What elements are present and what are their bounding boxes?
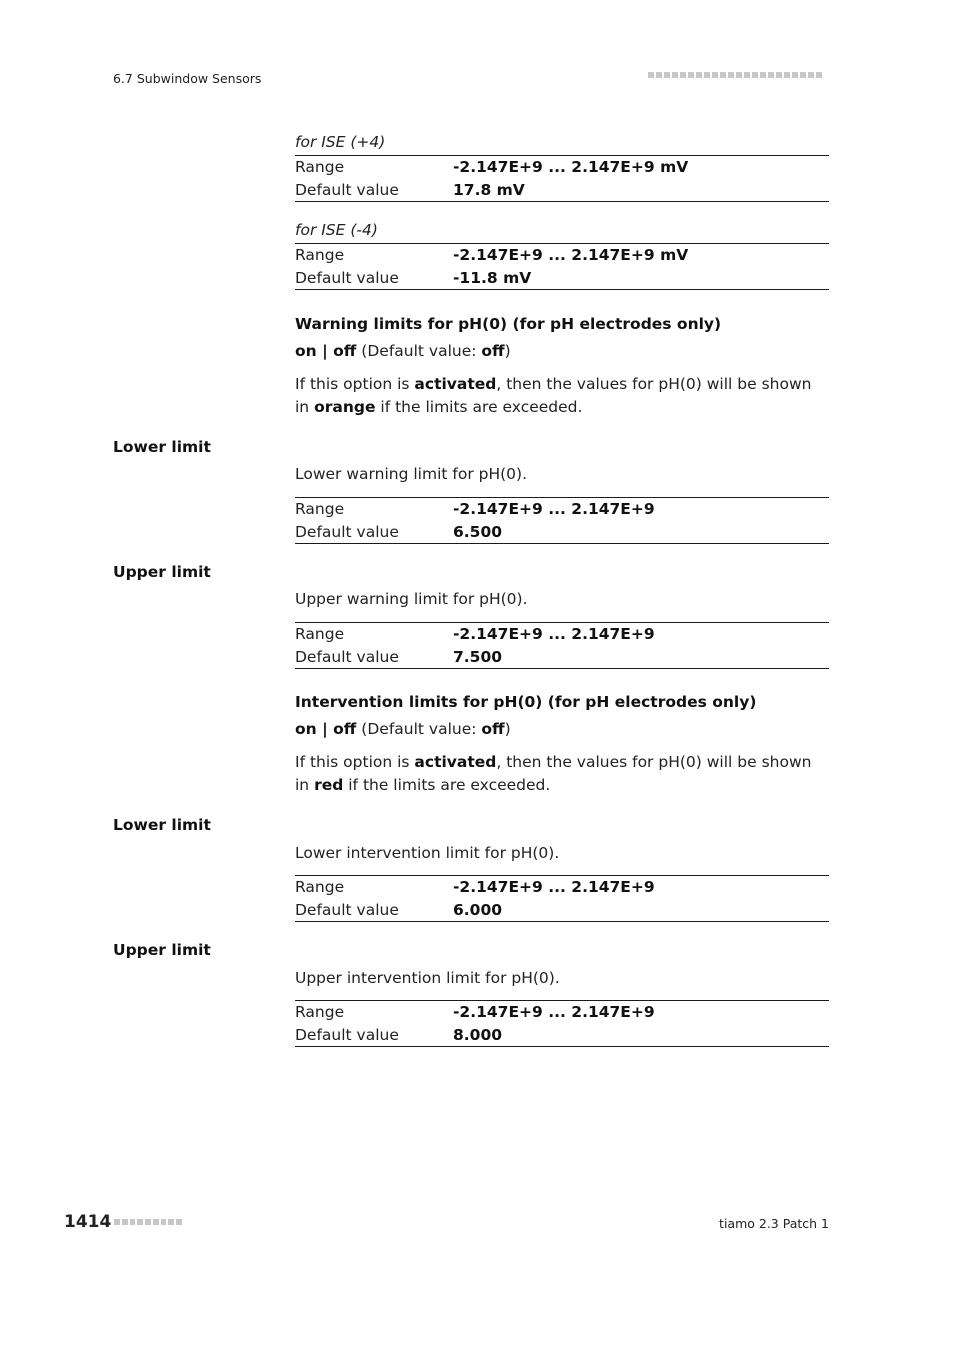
warning-description — [295, 373, 829, 418]
default-value: -11.8 mV — [453, 268, 532, 287]
table-row — [295, 179, 829, 202]
range-label: Range — [295, 625, 345, 644]
ise-minus4-caption: for ISE (-4) — [295, 221, 378, 239]
intervention-lower-limit-desc: Lower intervention limit for pH(0). — [295, 844, 560, 862]
table-row — [295, 244, 829, 267]
warning-lower-limit-label: Lower limit — [113, 438, 211, 456]
default-value: 8.000 — [453, 1025, 503, 1044]
default-label: Default value — [295, 522, 399, 541]
table-row — [295, 156, 829, 179]
para-bold: activated — [414, 375, 497, 393]
range-label: Range — [295, 500, 345, 519]
footer-decoration-dots — [114, 1219, 182, 1229]
range-value: -2.147E+9 ... 2.147E+9 mV — [453, 158, 689, 177]
range-label: Range — [295, 878, 345, 897]
warning-lower-limit-desc: Lower warning limit for pH(0). — [295, 465, 527, 483]
para-text: , then the values for pH(0) will be shown in — [295, 375, 812, 416]
para-bold: red — [314, 775, 344, 794]
table-row — [295, 623, 829, 646]
default-prefix: (Default value: — [356, 342, 482, 360]
option-off: off — [333, 342, 357, 360]
table-row — [295, 1024, 829, 1047]
option-on: on — [295, 720, 317, 738]
default-value: 7.500 — [453, 647, 503, 666]
para-bold: orange — [314, 397, 376, 416]
intervention-upper-limit-label: Upper limit — [113, 941, 211, 959]
intervention-lower-table — [295, 875, 829, 922]
table-row — [295, 267, 829, 290]
default-label: Default value — [295, 647, 399, 666]
ise-plus4-table — [295, 155, 829, 202]
default-label: Default value — [295, 900, 399, 919]
table-row — [295, 1001, 829, 1024]
range-label: Range — [295, 246, 345, 265]
intervention-limits-heading: Intervention limits for pH(0) (for pH electrodes only) — [295, 693, 757, 711]
option-separator: | — [316, 342, 334, 360]
footer-product: tiamo 2.3 Patch 1 — [719, 1216, 829, 1231]
default-value: 17.8 mV — [453, 180, 525, 199]
range-value: -2.147E+9 ... 2.147E+9 — [453, 878, 655, 897]
intervention-upper-limit-desc: Upper intervention limit for pH(0). — [295, 969, 560, 987]
intervention-onoff-line — [295, 720, 511, 738]
default-close: ) — [504, 720, 511, 738]
para-text: If this option is — [295, 375, 415, 393]
range-value: -2.147E+9 ... 2.147E+9 — [453, 500, 655, 519]
table-row — [295, 646, 829, 669]
table-row — [295, 899, 829, 922]
table-row — [295, 498, 829, 521]
range-value: -2.147E+9 ... 2.147E+9 mV — [453, 246, 689, 265]
range-label: Range — [295, 158, 345, 177]
default-prefix: (Default value: — [356, 720, 482, 738]
warning-upper-table — [295, 622, 829, 669]
warning-limits-heading: Warning limits for pH(0) (for pH electrodes only) — [295, 315, 722, 333]
default-label: Default value — [295, 268, 399, 287]
default-value: 6.500 — [453, 522, 503, 541]
range-value: -2.147E+9 ... 2.147E+9 — [453, 1003, 655, 1022]
intervention-upper-table — [295, 1000, 829, 1047]
page-number: 1414 — [64, 1212, 112, 1232]
range-value: -2.147E+9 ... 2.147E+9 — [453, 625, 655, 644]
ise-minus4-table — [295, 243, 829, 290]
default-option: off — [481, 720, 505, 738]
table-row — [295, 521, 829, 544]
header-decoration-dots — [648, 72, 829, 82]
para-text: If this option is — [295, 753, 415, 771]
default-option: off — [481, 342, 505, 360]
ise-plus4-caption: for ISE (+4) — [295, 133, 386, 151]
warning-upper-limit-desc: Upper warning limit for pH(0). — [295, 590, 528, 608]
option-separator: | — [316, 720, 334, 738]
option-on: on — [295, 342, 317, 360]
warning-upper-limit-label: Upper limit — [113, 563, 211, 581]
para-text: if the limits are exceeded. — [343, 775, 551, 794]
running-header-section: 6.7 Subwindow Sensors — [113, 71, 262, 86]
intervention-description — [295, 751, 829, 796]
warning-lower-table — [295, 497, 829, 544]
para-text: if the limits are exceeded. — [375, 397, 583, 416]
option-off: off — [333, 720, 357, 738]
default-label: Default value — [295, 180, 399, 199]
default-value: 6.000 — [453, 900, 503, 919]
default-label: Default value — [295, 1025, 399, 1044]
table-row — [295, 876, 829, 899]
default-close: ) — [504, 342, 511, 360]
warning-onoff-line — [295, 342, 511, 360]
para-bold: activated — [414, 753, 497, 771]
range-label: Range — [295, 1003, 345, 1022]
intervention-lower-limit-label: Lower limit — [113, 816, 211, 834]
para-text: , then the values for pH(0) will be shown in — [295, 753, 812, 794]
